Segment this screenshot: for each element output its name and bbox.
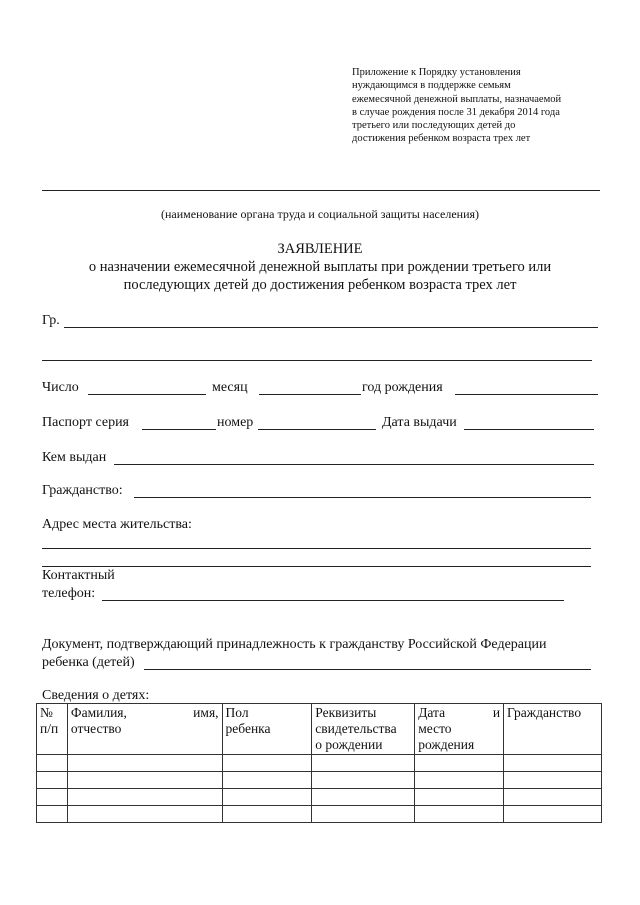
table-cell[interactable] xyxy=(37,789,68,806)
citizen-name-field-2[interactable] xyxy=(42,360,592,361)
header-text: и xyxy=(492,705,501,720)
header-text-row xyxy=(71,705,219,721)
table-cell[interactable] xyxy=(37,772,68,789)
day-field[interactable] xyxy=(88,394,206,395)
table-cell[interactable] xyxy=(222,772,312,789)
appendix-line: третьего или последующих детей до xyxy=(352,120,516,132)
day-label: Число xyxy=(42,380,79,395)
table-row xyxy=(37,806,602,823)
header-text: о рождении xyxy=(315,737,383,752)
table-cell[interactable] xyxy=(222,755,312,772)
phone-field[interactable] xyxy=(102,600,564,601)
table-cell[interactable] xyxy=(504,772,602,789)
title-heading: ЗАЯВЛЕНИЕ xyxy=(277,241,363,257)
address-field-2[interactable] xyxy=(42,566,591,567)
organ-caption: (наименование органа труда и социальной защиты населения) xyxy=(161,207,479,221)
header-text: Фамилия, xyxy=(70,705,127,720)
appendix-line: Приложение к Порядку установления xyxy=(352,67,521,78)
table-cell[interactable] xyxy=(222,806,312,823)
header-text: Гражданство xyxy=(507,705,582,720)
table-cell[interactable] xyxy=(415,789,504,806)
table-cell[interactable] xyxy=(415,755,504,772)
header-text: отчество xyxy=(70,721,122,736)
citizen-name-field[interactable] xyxy=(64,327,598,328)
header-text: Реквизиты xyxy=(315,705,377,720)
document-label-2: ребенка (детей) xyxy=(42,655,135,670)
table-cell[interactable] xyxy=(312,806,415,823)
header-citizenship xyxy=(504,704,602,755)
table-cell[interactable] xyxy=(415,772,504,789)
document-label-1: Документ, подтверждающий принадлежность к гражданству Российской Федерации xyxy=(42,637,547,652)
birth-year-label: год рождения xyxy=(362,380,443,395)
address-label: Адрес места жительства: xyxy=(42,517,192,532)
citizenship-field[interactable] xyxy=(134,497,591,498)
header-text: № xyxy=(40,705,53,720)
table-cell[interactable] xyxy=(504,789,602,806)
table-cell[interactable] xyxy=(67,806,222,823)
document-title xyxy=(0,240,640,294)
header-sex xyxy=(222,704,312,755)
header-certificate xyxy=(312,704,415,755)
header-text: Дата xyxy=(418,705,446,720)
month-field[interactable] xyxy=(259,394,361,395)
children-caption: Сведения о детях: xyxy=(42,688,150,703)
header-text: место xyxy=(418,721,452,736)
contact-label-2: телефон: xyxy=(42,586,96,601)
table-cell[interactable] xyxy=(222,789,312,806)
header-text: свидетельства xyxy=(315,721,397,736)
document-field[interactable] xyxy=(144,669,591,670)
month-label: месяц xyxy=(212,380,248,395)
table-cell[interactable] xyxy=(312,772,415,789)
issue-date-field[interactable] xyxy=(464,429,594,430)
header-num xyxy=(37,704,68,755)
header-text: рождения xyxy=(418,737,475,752)
passport-series-label: Паспорт серия xyxy=(42,415,129,430)
table-cell[interactable] xyxy=(312,789,415,806)
issue-date-label: Дата выдачи xyxy=(382,415,457,430)
citizen-label: Гр. xyxy=(42,313,60,328)
table-cell[interactable] xyxy=(37,755,68,772)
header-text: Пол xyxy=(225,705,249,720)
citizenship-label: Гражданство: xyxy=(42,483,123,498)
passport-number-field[interactable] xyxy=(258,429,376,430)
address-field[interactable] xyxy=(42,548,591,549)
birth-year-field[interactable] xyxy=(455,394,598,395)
title-line-2: последующих детей до достижения ребенком возраста трех лет xyxy=(123,277,517,293)
header-name xyxy=(67,704,222,755)
header-text-row xyxy=(418,705,500,721)
appendix-line: достижения ребенком возраста трех лет xyxy=(352,133,531,145)
header-text: п/п xyxy=(40,721,59,736)
passport-number-label: номер xyxy=(217,415,254,430)
header-text: имя, xyxy=(193,705,219,720)
table-row xyxy=(37,772,602,789)
header-text: ребенка xyxy=(225,721,271,736)
header-date-place xyxy=(415,704,504,755)
table-cell[interactable] xyxy=(67,789,222,806)
table-header-row xyxy=(37,704,602,755)
contact-label-1: Контактный xyxy=(42,568,115,583)
table-row xyxy=(37,755,602,772)
table-cell[interactable] xyxy=(37,806,68,823)
table-cell[interactable] xyxy=(67,772,222,789)
table-cell[interactable] xyxy=(312,755,415,772)
table-row xyxy=(37,789,602,806)
table-cell[interactable] xyxy=(504,755,602,772)
issued-by-field[interactable] xyxy=(114,464,594,465)
appendix-note xyxy=(352,66,612,146)
children-table xyxy=(36,703,602,823)
table-cell[interactable] xyxy=(504,806,602,823)
table-cell[interactable] xyxy=(415,806,504,823)
organ-name-field[interactable] xyxy=(42,190,600,191)
appendix-line: ежемесячной денежной выплаты, назначаемой xyxy=(352,93,562,105)
table-cell[interactable] xyxy=(67,755,222,772)
passport-series-field[interactable] xyxy=(142,429,216,430)
appendix-line: нуждающимся в поддержке семьям xyxy=(352,80,511,92)
title-line-1: о назначении ежемесячной денежной выплаты при рождении третьего или xyxy=(88,259,552,275)
issued-by-label: Кем выдан xyxy=(42,450,107,465)
appendix-line: в случае рождения после 31 декабря 2014 года xyxy=(352,106,560,118)
